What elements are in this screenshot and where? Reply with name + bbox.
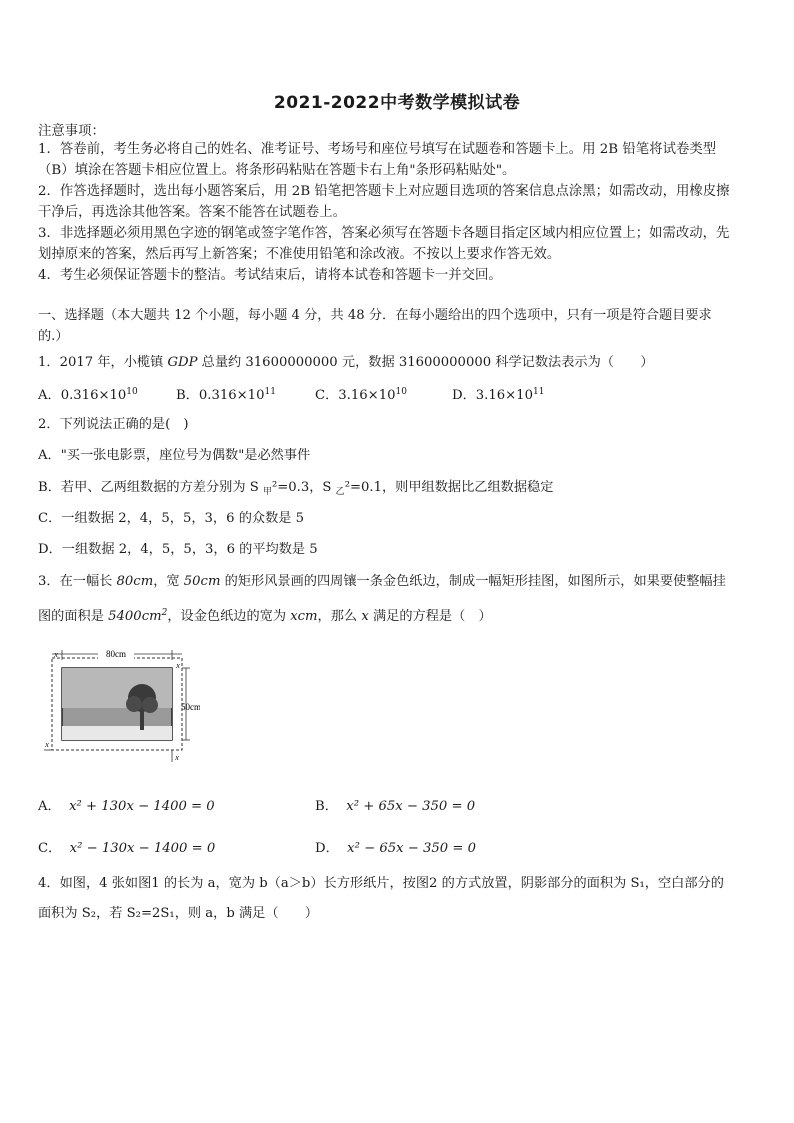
q1-option-c bbox=[315, 384, 407, 403]
q3-line-1-a: 3．在一幅长 bbox=[38, 574, 117, 589]
q2-stem: 2．下列说法正确的是( ) bbox=[38, 417, 189, 432]
q1-option-a-mantissa: A．0.316×10 bbox=[38, 388, 127, 403]
q1-option-a-exponent: 10 bbox=[126, 387, 138, 397]
notice-heading: 注意事项： bbox=[38, 124, 105, 139]
q3-option-c bbox=[38, 837, 215, 856]
bottom-x-label-right: x bbox=[175, 753, 179, 762]
q3-line-1-c: 的矩形风景画的四周镶一条金色纸边，制成一幅矩形挂图，如图所示，如果要使整幅挂 bbox=[220, 574, 726, 589]
side-dimension-label: 50cm bbox=[181, 702, 200, 712]
q3-option-c-equation: x² − 130x − 1400 = 0 bbox=[69, 841, 216, 856]
top-dimension-label: 80cm bbox=[106, 649, 126, 659]
tree-crown-right bbox=[142, 697, 158, 713]
q3-length: 80cm bbox=[116, 574, 154, 589]
q3-line-2-c: ，那么 bbox=[317, 609, 362, 624]
q2-option-b-text-a: B．若甲、乙两组数据的方差分别为 S bbox=[38, 480, 263, 495]
q3-variable: x bbox=[361, 609, 369, 624]
q2-option-a: A．"买一张电影票，座位号为偶数"是必然事件 bbox=[38, 448, 311, 463]
q3-line-2 bbox=[38, 607, 762, 627]
q1-option-a bbox=[38, 384, 138, 403]
q3-line-2-d: 满足的方程是（ ） bbox=[368, 609, 492, 624]
notice-item-1-line-2: （B）填涂在答题卡相应位置上。将条形码粘贴在答题卡右上角"条形码粘贴处"。 bbox=[38, 163, 516, 178]
q3-line-1-b: ，宽 bbox=[153, 574, 184, 589]
notice-item-3-line-2: 划掉原来的答案，然后再写上新答案；不准使用铅笔和涂改液。不按以上要求作答无效。 bbox=[38, 247, 561, 262]
q3-figure bbox=[40, 648, 200, 764]
tree-crown-left bbox=[126, 696, 142, 712]
q2-option-c: C．一组数据 2，4，5，5，3，6 的众数是 5 bbox=[38, 511, 305, 526]
q1-option-c-exponent: 10 bbox=[395, 387, 407, 397]
q3-option-b-label: B． bbox=[315, 799, 338, 814]
top-x-label-left: x bbox=[54, 650, 58, 659]
q1-option-b bbox=[176, 384, 276, 403]
q3-option-b bbox=[315, 795, 475, 814]
notice-item-3-line-1: 3．非选择题必须用黑色字迹的钢笔或签字笔作答，答案必须写在答题卡各题目指定区域内相应位置上；如需改动，先 bbox=[38, 226, 730, 241]
q1-stem-gdp: GDP bbox=[167, 355, 198, 370]
q3-border-width: xcm bbox=[290, 609, 318, 624]
section-heading-line-2: 的.） bbox=[38, 329, 69, 344]
notice-item-4: 4．考生必须保证答题卡的整洁。考试结束后，请将本试卷和答题卡一并交回。 bbox=[38, 268, 502, 283]
q3-option-d bbox=[315, 837, 476, 856]
tree-trunk bbox=[140, 710, 144, 730]
q1-option-d bbox=[452, 384, 544, 403]
q3-line-2-b: ，设金色纸边的宽为 bbox=[167, 609, 291, 624]
top-x-label-right: x bbox=[176, 661, 180, 670]
q1-stem-a: 1．2017 年，小榄镇 bbox=[38, 355, 168, 370]
q3-option-a-equation: x² + 130x − 1400 = 0 bbox=[69, 799, 215, 814]
notice-item-2-line-1: 2．作答选择题时，选出每小题答案后，用 2B 铅笔把答题卡上对应题目选项的答案信息点涂黑；如需改动，用橡皮擦 bbox=[38, 184, 730, 199]
q2-option-b-sub-yi: 乙 bbox=[335, 487, 345, 497]
q3-option-a-label: A． bbox=[38, 799, 61, 814]
q2-option-b-text-c: ²=0.1，则甲组数据比乙组数据稳定 bbox=[344, 480, 554, 495]
q2-option-d: D．一组数据 2，4，5，5，3，6 的平均数是 5 bbox=[38, 542, 318, 557]
q3-line-2-a: 图的面积是 bbox=[38, 609, 109, 624]
q1-stem bbox=[38, 353, 762, 373]
q3-width: 50cm bbox=[183, 574, 221, 589]
q3-option-c-label: C． bbox=[38, 841, 62, 856]
q3-option-d-label: D． bbox=[315, 841, 339, 856]
q3-option-b-equation: x² + 65x − 350 = 0 bbox=[346, 799, 476, 814]
notice-item-2-line-2: 干净后，再选涂其他答案。答案不能答在试题卷上。 bbox=[38, 205, 346, 220]
painting-ground bbox=[62, 726, 172, 740]
exam-title: 2021-2022中考数学模拟试卷 bbox=[273, 93, 521, 113]
q2-option-b-sub-jia: 甲 bbox=[262, 487, 272, 497]
q3-option-a bbox=[38, 795, 215, 814]
bottom-x-label-left: x bbox=[45, 740, 49, 749]
q1-stem-b: 总量约 31600000000 元，数据 31600000000 科学记数法表示为（ ） bbox=[197, 355, 654, 370]
q3-area: 5400cm bbox=[108, 609, 162, 624]
q2-option-b-text-b: ²=0.3，S bbox=[271, 480, 336, 495]
notice-item-1-line-1: 1．答卷前，考生务必将自己的姓名、准考证号、考场号和座位号填写在试题卷和答题卡上。用 2B 铅笔将试卷类型 bbox=[38, 142, 717, 157]
q3-option-d-equation: x² − 65x − 350 = 0 bbox=[347, 841, 476, 856]
framed-painting-figure bbox=[40, 648, 200, 764]
q1-option-b-exponent: 11 bbox=[264, 387, 276, 397]
q1-option-d-mantissa: D．3.16×10 bbox=[452, 388, 533, 403]
q3-area-exponent: 2 bbox=[161, 608, 168, 618]
q1-option-b-mantissa: B．0.316×10 bbox=[176, 388, 265, 403]
q4-line-2: 面积为 S₂，若 S₂=2S₁，则 a，b 满足（ ） bbox=[38, 906, 319, 921]
q2-option-b bbox=[38, 478, 762, 498]
section-heading-line-1: 一、选择题（本大题共 12 个小题，每小题 4 分，共 48 分．在每小题给出的四个选项中，只有一项是符合题目要求 bbox=[38, 308, 712, 323]
q1-option-d-exponent: 11 bbox=[532, 387, 545, 397]
q1-option-c-mantissa: C．3.16×10 bbox=[315, 388, 396, 403]
q4-line-1: 4．如图，4 张如图1 的长为 a，宽为 b（a＞b）长方形纸片，按图2 的方式放置，阴影部分的面积为 S₁，空白部分的 bbox=[38, 876, 724, 891]
q3-line-1 bbox=[38, 572, 762, 592]
